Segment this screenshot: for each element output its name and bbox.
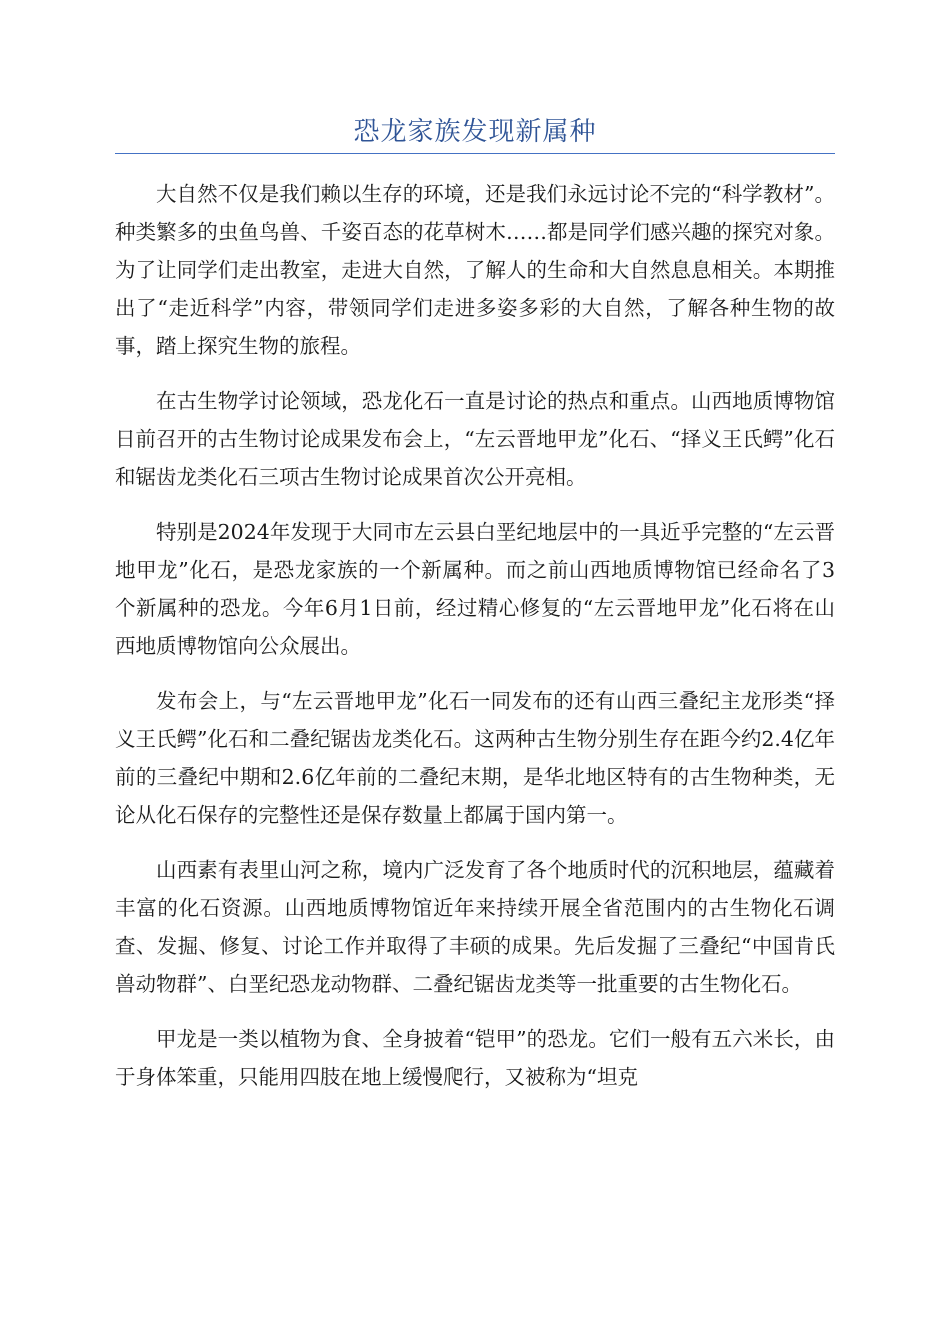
document-body [115, 175, 835, 1113]
paragraph-1: 大自然不仅是我们赖以生存的环境，还是我们永远讨论不完的“科学教材”。种类繁多的虫鱼鸟兽、千姿百态的花草树木……都是同学们感兴趣的探究对象。为了让同学们走出教室，走进大自然，了解人的生命和大自然息息相关。本期推出了“走近科学”内容，带领同学们走进多姿多彩的大自然，了解各种生物的故事，踏上探究生物的旅程。 [115, 182, 835, 358]
document-title: 恐龙家族发现新属种 [353, 117, 597, 147]
paragraph-4: 发布会上，与“左云晋地甲龙”化石一同发布的还有山西三叠纪主龙形类“择义王氏鳄”化石和二叠纪锯齿龙类化石。这两种古生物分别生存在距今约2.4亿年前的三叠纪中期和2.6亿年前的二叠纪末期，是华北地区特有的古生物种类，无论从化石保存的完整性还是保存数量上都属于国内第一。 [115, 689, 835, 827]
paragraph-3: 特别是2024年发现于大同市左云县白垩纪地层中的一具近乎完整的“左云晋地甲龙”化石，是恐龙家族的一个新属种。而之前山西地质博物馆已经命名了3个新属种的恐龙。今年6月1日前，经过精心修复的“左云晋地甲龙”化石将在山西地质博物馆向公众展出。 [115, 520, 835, 658]
title-underline [115, 153, 835, 154]
paragraph-2: 在古生物学讨论领域，恐龙化石一直是讨论的热点和重点。山西地质博物馆日前召开的古生物讨论成果发布会上，“左云晋地甲龙”化石、“择义王氏鳄”化石和锯齿龙类化石三项古生物讨论成果首次公开亮相。 [115, 389, 835, 489]
paragraph-5: 山西素有表里山河之称，境内广泛发育了各个地质时代的沉积地层，蕴藏着丰富的化石资源。山西地质博物馆近年来持续开展全省范围内的古生物化石调查、发掘、修复、讨论工作并取得了丰硕的成果。先后发掘了三叠纪“中国肯氏兽动物群”、白垩纪恐龙动物群、二叠纪锯齿龙类等一批重要的古生物化石。 [115, 858, 835, 996]
document-page [115, 0, 835, 1344]
paragraph-6: 甲龙是一类以植物为食、全身披着“铠甲”的恐龙。它们一般有五六米长，由于身体笨重，只能用四肢在地上缓慢爬行，又被称为“坦克 [115, 1027, 835, 1089]
